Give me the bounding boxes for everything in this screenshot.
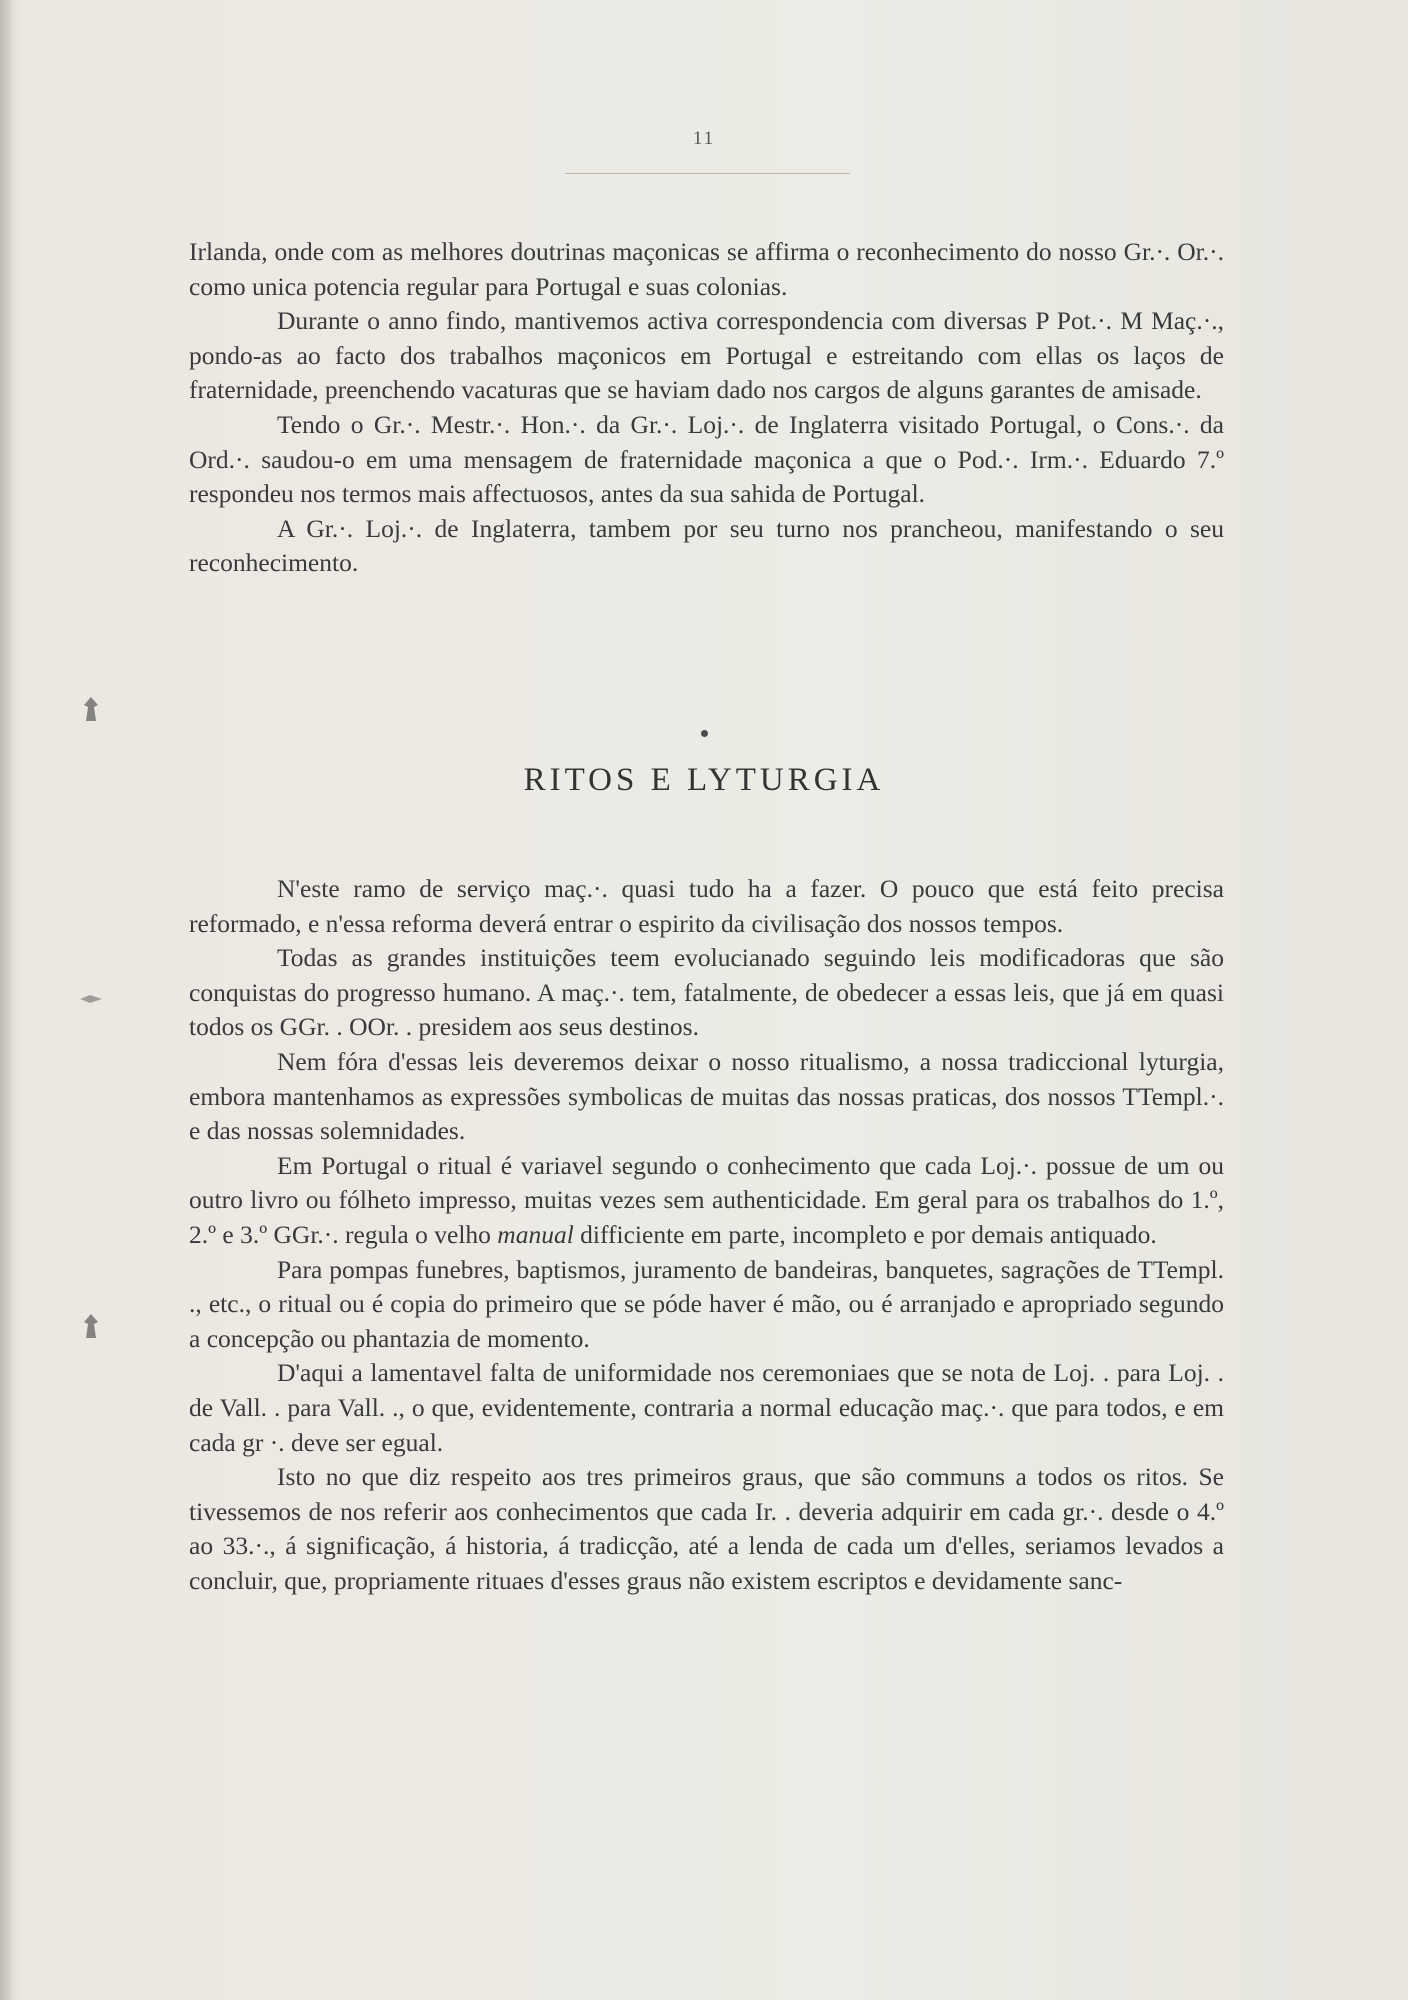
paragraph: Para pompas funebres, baptismos, juramento de bandeiras, banquetes, sagrações de TTempl. ., etc., o ritual ou é copia do primeiro que se póde haver é mão, ou é arranjado e apropriado segundo a concepção ou phantazia de momento. [189,1254,1224,1353]
header-rule [565,173,850,174]
paragraph: Isto no que diz respeito aos tres primeiros graus, que são communs a todos os ritos. Se tivessemos de nos referir aos conhecimentos que cada Ir. . deveria adquirir em cada gr.·. desde o 4.º ao 33.·., á significação, á historia, á tradicção, até a lenda de cada um d'elles, seriamos levados a concluir, que, propriamente rituaes d'esses graus não existem escriptos e devidamente sanc- [189,1462,1224,1595]
paragraph: N'este ramo de serviço maç.·. quasi tudo ha a fazer. O pouco que está feito precisa reformado, e n'essa reforma deverá entrar o espirito da civilisação dos nossos tempos. [189,874,1224,938]
section-title: RITOS E LYTURGIA [523,762,885,798]
italic-word: manual [497,1219,574,1249]
paragraph-text: difficiente em parte, incompleto e por demais antiquado. [573,1219,1157,1249]
body-text-bottom [189,872,1224,1598]
ornament-dot [701,730,708,737]
page-binding-edge [0,0,12,2000]
binding-pin-icon [78,985,104,1015]
paragraph: Tendo o Gr.·. Mestr.·. Hon.·. da Gr.·. Loj.·. de Inglaterra visitado Portugal, o Cons.·. da Ord.·. saudou-o em uma mensagem de fraternidade maçonica a que o Pod.·. Irm.·. Eduardo 7.º respondeu nos termos mais affectuosos, antes da sua sahida de Portugal. [189,409,1224,509]
paragraph: D'aqui a lamentavel falta de uniformidade nos ceremoniaes que se nota de Loj. . para Loj. . de Vall. . para Vall. ., o que, evidentemente, contraria a normal educação maç.·. que para todos, e em cada gr ·. deve ser egual. [189,1358,1224,1457]
binding-pin-icon [78,1312,104,1342]
paragraph: Irlanda, onde com as melhores doutrinas maçonicas se affirma o reconhecimento do nosso Gr.·. Or.·. como unica potencia regular para Portugal e suas colonias. [189,237,1224,301]
paragraph-text: Em Portugal o ritual é variavel segundo o conhecimento que cada Loj.·. possue de um ou outro livro ou fólheto impresso, muitas vezes sem authenticidade. Em geral para os trabalhos do 1.º, 2.º e 3.º GGr.·. regula o velho [189,1150,1224,1249]
paragraph: Durante o anno findo, mantivemos activa correspondencia com diversas P Pot.·. M Maç.·., pondo-as ao facto dos trabalhos maçonicos em Portugal e estreitando com ellas os laços de fraternidade, preenchendo vacaturas que se haviam dado nos cargos de alguns garantes de amisade. [189,306,1224,405]
paragraph [189,1149,1224,1253]
paragraph: A Gr.·. Loj.·. de Inglaterra, tambem por seu turno nos prancheou, manifestando o seu reconhecimento. [189,513,1224,578]
binding-pin-icon [78,695,104,725]
body-text-top [189,235,1224,581]
paragraph: Nem fóra d'essas leis deveremos deixar o nosso ritualismo, a nossa tradiccional lyturgia, embora mantenhamos as expressões symbolicas de muitas das nossas praticas, dos nossos TTempl.·. e das nossas solemnidades. [189,1046,1224,1146]
page-number: 11 [692,128,716,149]
paragraph: Todas as grandes instituições teem evolucianado seguindo leis modificadoras que são conquistas do progresso humano. A maç.·. tem, fatalmente, de obedecer a essas leis, que já em quasi todos os GGr. . OOr. . presidem aos seus destinos. [189,943,1224,1042]
